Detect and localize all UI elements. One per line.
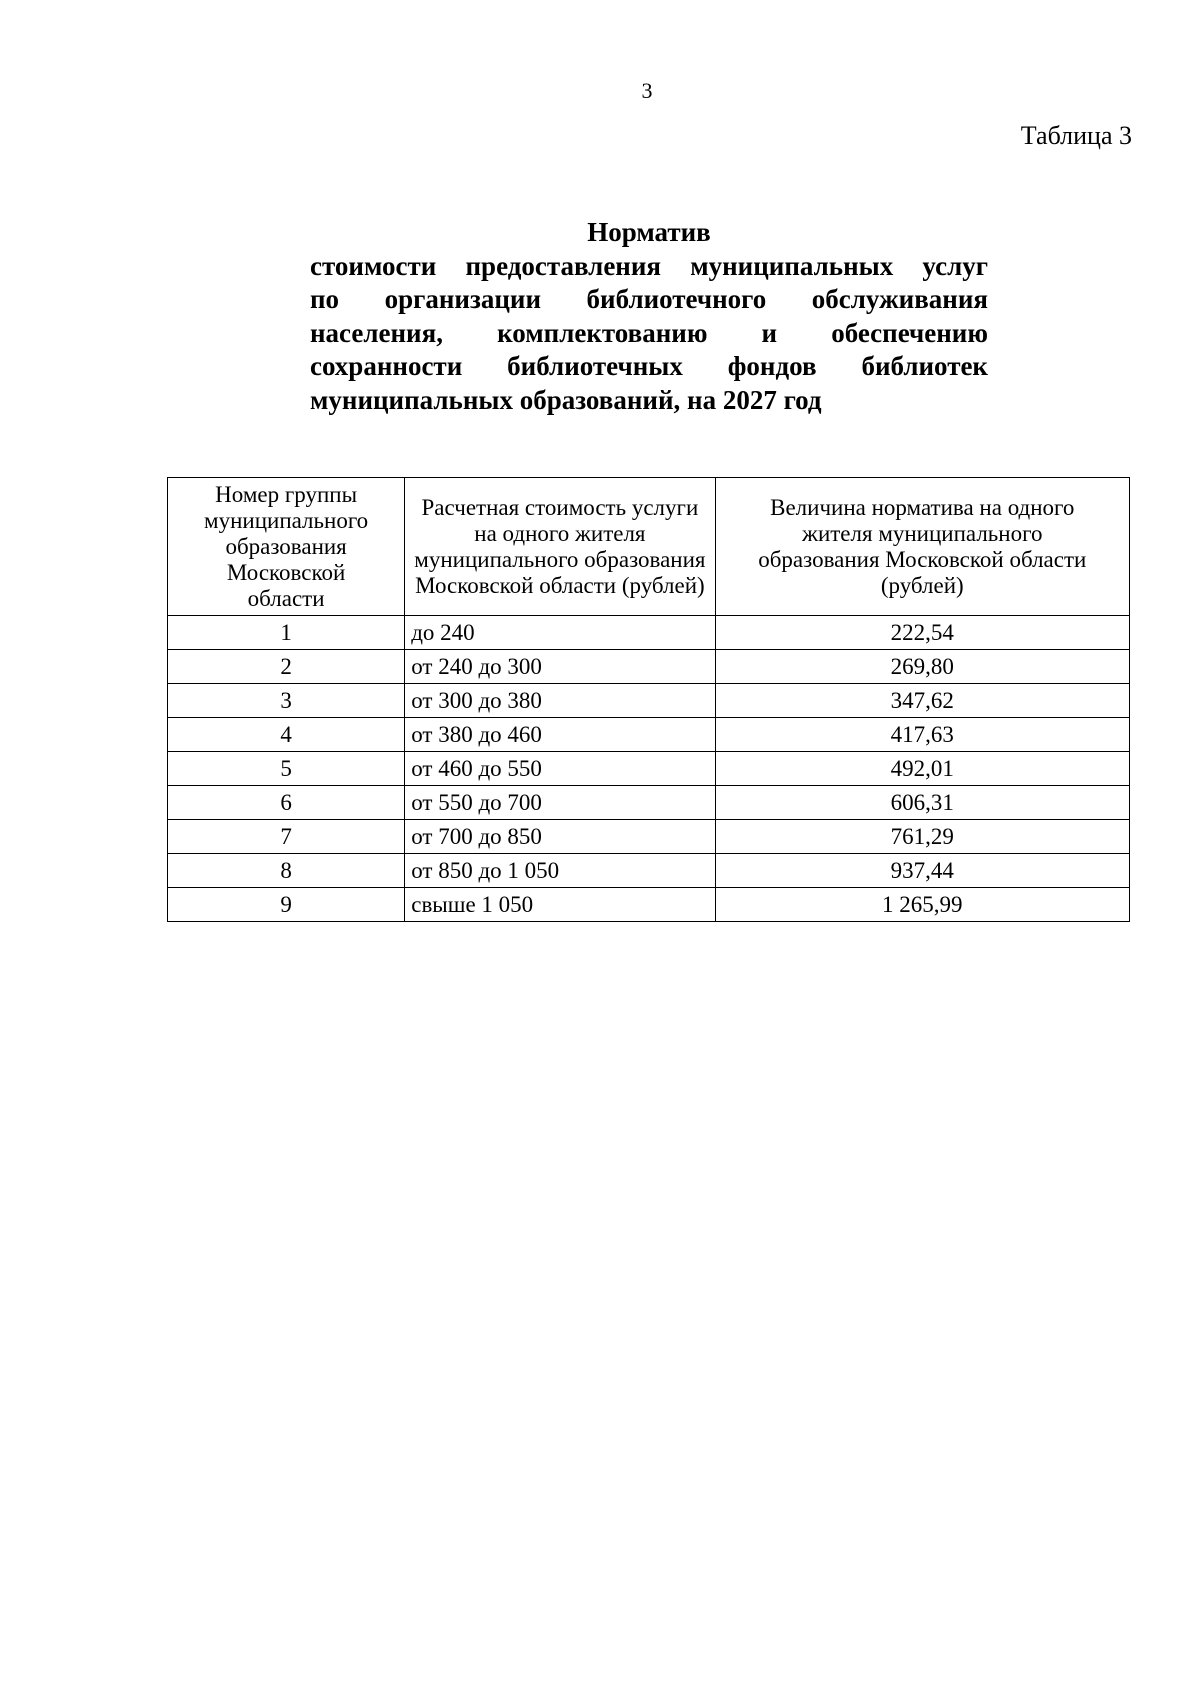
cell-norm-value: 492,01 <box>715 752 1129 786</box>
cell-group-number: 1 <box>168 616 405 650</box>
cell-estimated-cost: от 700 до 850 <box>405 820 715 854</box>
table-row <box>168 718 1130 752</box>
cell-norm-value: 269,80 <box>715 650 1129 684</box>
document-heading <box>310 216 988 417</box>
table-row <box>168 684 1130 718</box>
cell-estimated-cost: до 240 <box>405 616 715 650</box>
cell-estimated-cost: от 850 до 1 050 <box>405 854 715 888</box>
cell-estimated-cost: от 380 до 460 <box>405 718 715 752</box>
table-row <box>168 786 1130 820</box>
heading-line: муниципальных образований, на 2027 год <box>310 384 822 415</box>
heading-line: населения, комплектованию и обеспечению <box>310 317 988 348</box>
table-row <box>168 820 1130 854</box>
heading-title: Норматив <box>587 217 711 247</box>
table-row <box>168 752 1130 786</box>
cell-group-number: 2 <box>168 650 405 684</box>
table-row <box>168 650 1130 684</box>
table-caption: Таблица 3 <box>1020 121 1132 150</box>
cell-group-number: 3 <box>168 684 405 718</box>
cell-norm-value: 1 265,99 <box>715 888 1129 922</box>
header-estimated-cost-text: Расчетная стоимость услуги на одного жителя муниципального образования Московской области (рублей) <box>414 494 706 598</box>
cell-group-number: 4 <box>168 718 405 752</box>
heading-line: стоимости предоставления муниципальных услуг <box>310 250 988 281</box>
cell-norm-value: 761,29 <box>715 820 1129 854</box>
cell-group-number: 9 <box>168 888 405 922</box>
header-norm-value-text: Величина норматива на одного жителя муниципального образования Московской области (рублей) <box>758 494 1087 598</box>
cell-estimated-cost: от 240 до 300 <box>405 650 715 684</box>
cell-estimated-cost: от 460 до 550 <box>405 752 715 786</box>
cell-estimated-cost: от 550 до 700 <box>405 786 715 820</box>
table-row <box>168 888 1130 922</box>
cell-group-number: 7 <box>168 820 405 854</box>
heading-line: по организации библиотечного обслуживания <box>310 284 988 314</box>
cell-norm-value: 937,44 <box>715 854 1129 888</box>
cell-estimated-cost: свыше 1 050 <box>405 888 715 922</box>
header-estimated-cost <box>405 478 715 616</box>
header-norm-value <box>715 478 1129 616</box>
header-group-number-text: Номер группы муниципального образования Московской области <box>204 481 369 611</box>
norm-table <box>167 477 1130 922</box>
cell-norm-value: 347,62 <box>715 684 1129 718</box>
page-number: 3 <box>641 78 653 103</box>
header-group-number <box>168 478 405 616</box>
table-row <box>168 616 1130 650</box>
table-header-row <box>168 478 1130 616</box>
cell-group-number: 6 <box>168 786 405 820</box>
table-row <box>168 854 1130 888</box>
cell-norm-value: 222,54 <box>715 616 1129 650</box>
heading-line: сохранности библиотечных фондов библиотек <box>310 351 988 381</box>
cell-norm-value: 417,63 <box>715 718 1129 752</box>
cell-estimated-cost: от 300 до 380 <box>405 684 715 718</box>
cell-group-number: 5 <box>168 752 405 786</box>
cell-norm-value: 606,31 <box>715 786 1129 820</box>
cell-group-number: 8 <box>168 854 405 888</box>
